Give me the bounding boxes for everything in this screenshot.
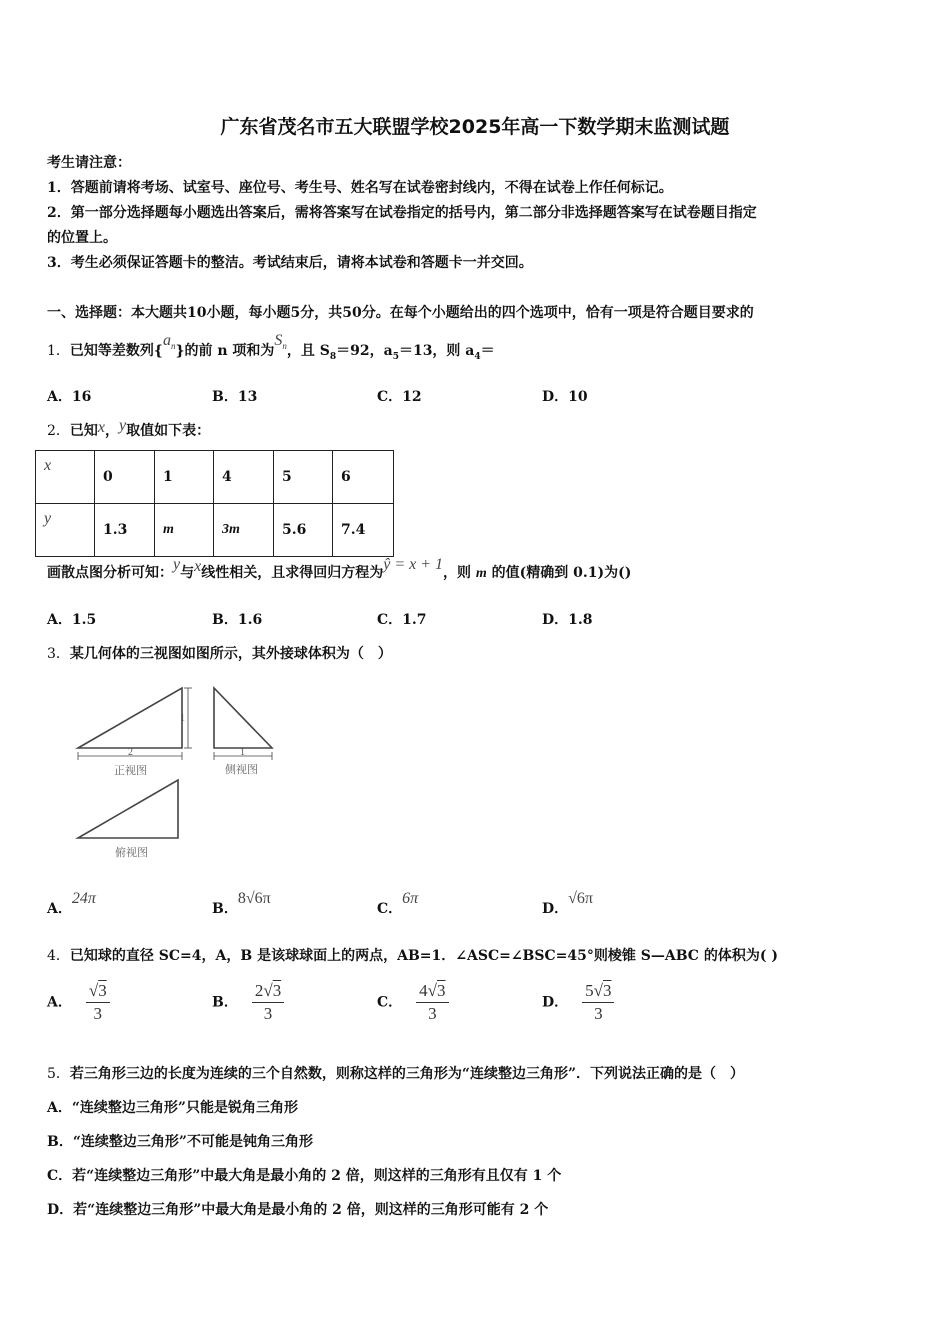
notice-item-2-cont: 的位置上。 [47, 230, 117, 246]
notice-item-2: 2．第一部分选择题每小题选出答案后，需将答案写在试卷指定的括号内，第二部分非选择题答案写在试卷题目指定 [47, 205, 757, 221]
q1-option-c[interactable]: C．12 [377, 389, 422, 405]
q5-option-d[interactable]: D．若“连续整边三角形”中最大角是最小角的 2 倍，则这样的三角形可能有 2 个 [47, 1202, 549, 1218]
notice-item-3: 3．考生必须保证答题卡的整洁。考试结束后，请将本试卷和答题卡一并交回。 [47, 255, 533, 271]
side-view-shape [214, 688, 272, 748]
top-view-label: 俯视图 [115, 846, 148, 859]
page-title: 广东省茂名市五大联盟学校2025年高一下数学期末监测试题 [220, 116, 730, 138]
q5-option-c[interactable]: C．若“连续整边三角形”中最大角是最小角的 2 倍，则这样的三角形有且仅有 1 个 [47, 1168, 562, 1184]
q2-statement: 画散点图分析可知：y与x线性相关，且求得回归方程为ŷ = x + 1，则 m 的值(精确到 0.1)为() [47, 556, 632, 581]
question-4: 4．已知球的直径 SC=4，A，B 是该球球面上的两点，AB=1．∠ASC=∠BSC=45°则棱锥 S—ABC 的体积为( ) [47, 948, 778, 964]
q4-option-a[interactable]: A． $\frac{√3}{3}$ [47, 980, 110, 1025]
side-width-label: 1 [240, 747, 245, 758]
q3-option-c[interactable]: C．6π [377, 890, 419, 917]
xy-table [35, 450, 394, 557]
table-row: x 0 1 4 5 6 [36, 451, 394, 504]
front-view-shape [78, 688, 182, 748]
regression-equation: ŷ = x + 1 [383, 556, 444, 573]
q2-option-c[interactable]: C．1.7 [377, 612, 427, 628]
q4-option-b[interactable]: B． $\frac{2√3}{3}$ [212, 980, 284, 1025]
q4-option-d[interactable]: D． $\frac{5√3}{3}$ [542, 980, 614, 1025]
three-view-diagram [70, 680, 290, 870]
q2-option-b[interactable]: B．1.6 [212, 612, 263, 628]
q1-option-a[interactable]: A．16 [47, 389, 92, 405]
front-height-label: 1 [180, 713, 185, 724]
front-width-label: 2 [128, 747, 133, 758]
q3-option-d[interactable]: D．√6π [542, 890, 593, 917]
notice-heading: 考生请注意： [47, 155, 131, 171]
question-3: 3．某几何体的三视图如图所示，其外接球体积为（ ） [47, 646, 392, 662]
table-row: y 1.3 m 3m 5.6 7.4 [36, 504, 394, 557]
side-view-label: 侧视图 [225, 763, 258, 776]
question-number: 1． [47, 343, 70, 359]
section-heading: 一、选择题：本大题共10小题，每小题5分，共50分。在每个小题给出的四个选项中，恰有一项是符合题目要求的 [47, 305, 754, 321]
question-5: 5．若三角形三边的长度为连续的三个自然数，则称这样的三角形为“连续整边三角形”．下列说法正确的是（ ） [47, 1066, 745, 1082]
question-1: 1．已知等差数列$\{a_n\}$的前 n 项和为$S_n$，且 $S_8=92$，$a_5=13$，则 $a_4=$ [47, 332, 495, 362]
q2-option-a[interactable]: A．1.5 [47, 612, 97, 628]
top-view-shape [78, 780, 178, 838]
q2-option-d[interactable]: D．1.8 [542, 612, 593, 628]
q5-option-b[interactable]: B．“连续整边三角形”不可能是钝角三角形 [47, 1134, 313, 1150]
q5-option-a[interactable]: A．“连续整边三角形”只能是锐角三角形 [47, 1100, 298, 1116]
q3-option-b[interactable]: B．8√6π [212, 890, 271, 917]
question-2: 2．已知x，y取值如下表： [47, 417, 211, 439]
q1-option-d[interactable]: D．10 [542, 389, 588, 405]
notice-item-1: 1．答题前请将考场、试室号、座位号、考生号、姓名写在试卷密封线内，不得在试卷上作任何标记。 [47, 180, 673, 196]
q1-option-b[interactable]: B．13 [212, 389, 258, 405]
q4-option-c[interactable]: C． $\frac{4√3}{3}$ [377, 980, 449, 1025]
sum-symbol: $S_n$ [274, 332, 287, 352]
q3-option-a[interactable]: A．24π [47, 890, 96, 917]
front-view-label: 正视图 [114, 764, 147, 777]
seq-symbol: $a_n$ [162, 332, 176, 352]
